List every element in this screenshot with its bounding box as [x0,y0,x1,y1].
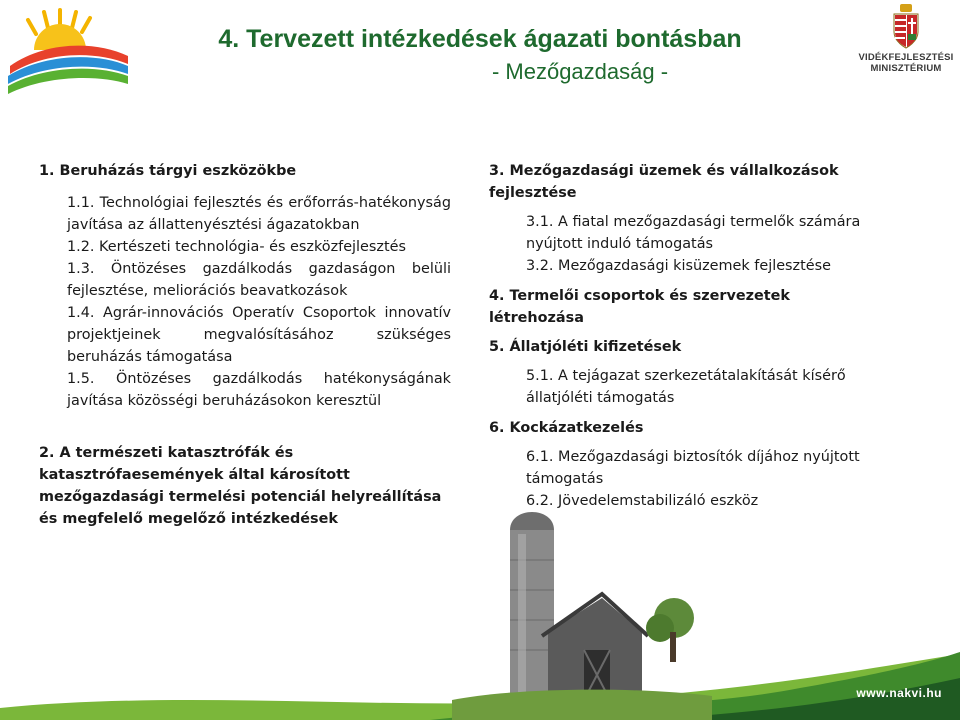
list-item: 6.1. Mezőgazdasági biztosítók díjához nyújtott támogatás [526,449,860,487]
section-5-heading: 5. Állatjóléti kifizetések [489,339,682,355]
right-column [489,160,889,512]
list-item: 3.2. Mezőgazdasági kisüzemek fejlesztése [526,258,831,274]
ministry-name [858,52,954,74]
hungarian-coat-of-arms-icon [886,4,926,52]
footer-url[interactable]: www.nakvi.hu [856,686,942,700]
list-item: 1.4. Agrár-innovációs Operatív Csoportok innovatív projektjeinek megvalósításához szükséges beruházás támogatása [67,305,451,365]
left-column [39,160,451,530]
list-item: 1.2. Kertészeti technológia- és eszközfejlesztés [67,239,406,255]
ministry-emblem [858,4,954,82]
page-subtitle: - Mezőgazdaság - [491,59,669,84]
page-title: 4. Tervezett intézkedések ágazati bontásban [218,25,742,53]
sun-rainbow-logo-icon [4,6,132,96]
list-item: 1.1. Technológiai fejlesztés és erőforrás-hatékonyság javítása az állattenyésztési ágazatokban [67,195,451,233]
title-block [150,22,810,88]
list-item: 1.3. Öntözéses gazdálkodás gazdaságon belüli fejlesztése, meliorációs beavatkozások [67,261,451,299]
section-3-heading: 3. Mezőgazdasági üzemek és vállalkozások fejlesztése [489,163,839,201]
section-6-heading: 6. Kockázatkezelés [489,420,644,436]
section-1-heading: 1. Beruházás tárgyi eszközökbe [39,163,297,179]
section-4-heading: 4. Termelői csoportok és szervezetek létrehozása [489,288,791,326]
ministry-name-line1: VIDÉKFEJLESZTÉSI [858,52,954,63]
list-item: 5.1. A tejágazat szerkezetátalakítását kísérő állatjóléti támogatás [526,368,846,406]
ministry-name-line2: MINISZTÉRIUM [870,63,942,74]
list-item: 6.2. Jövedelemstabilizáló eszköz [526,493,759,509]
list-item: 3.1. A fiatal mezőgazdasági termelők számára nyújtott induló támogatás [526,214,861,252]
list-item: 1.5. Öntözéses gazdálkodás hatékonyságának javítása közösségi beruházásokon keresztül [67,371,451,409]
section-2-heading: 2. A természeti katasztrófák és katasztrófaesemények által károsított mezőgazdasági termelési potenciál helyreállítása és megfelelő megelőző intézkedések [39,445,442,527]
farm-barn-silo-illustration [452,500,712,720]
